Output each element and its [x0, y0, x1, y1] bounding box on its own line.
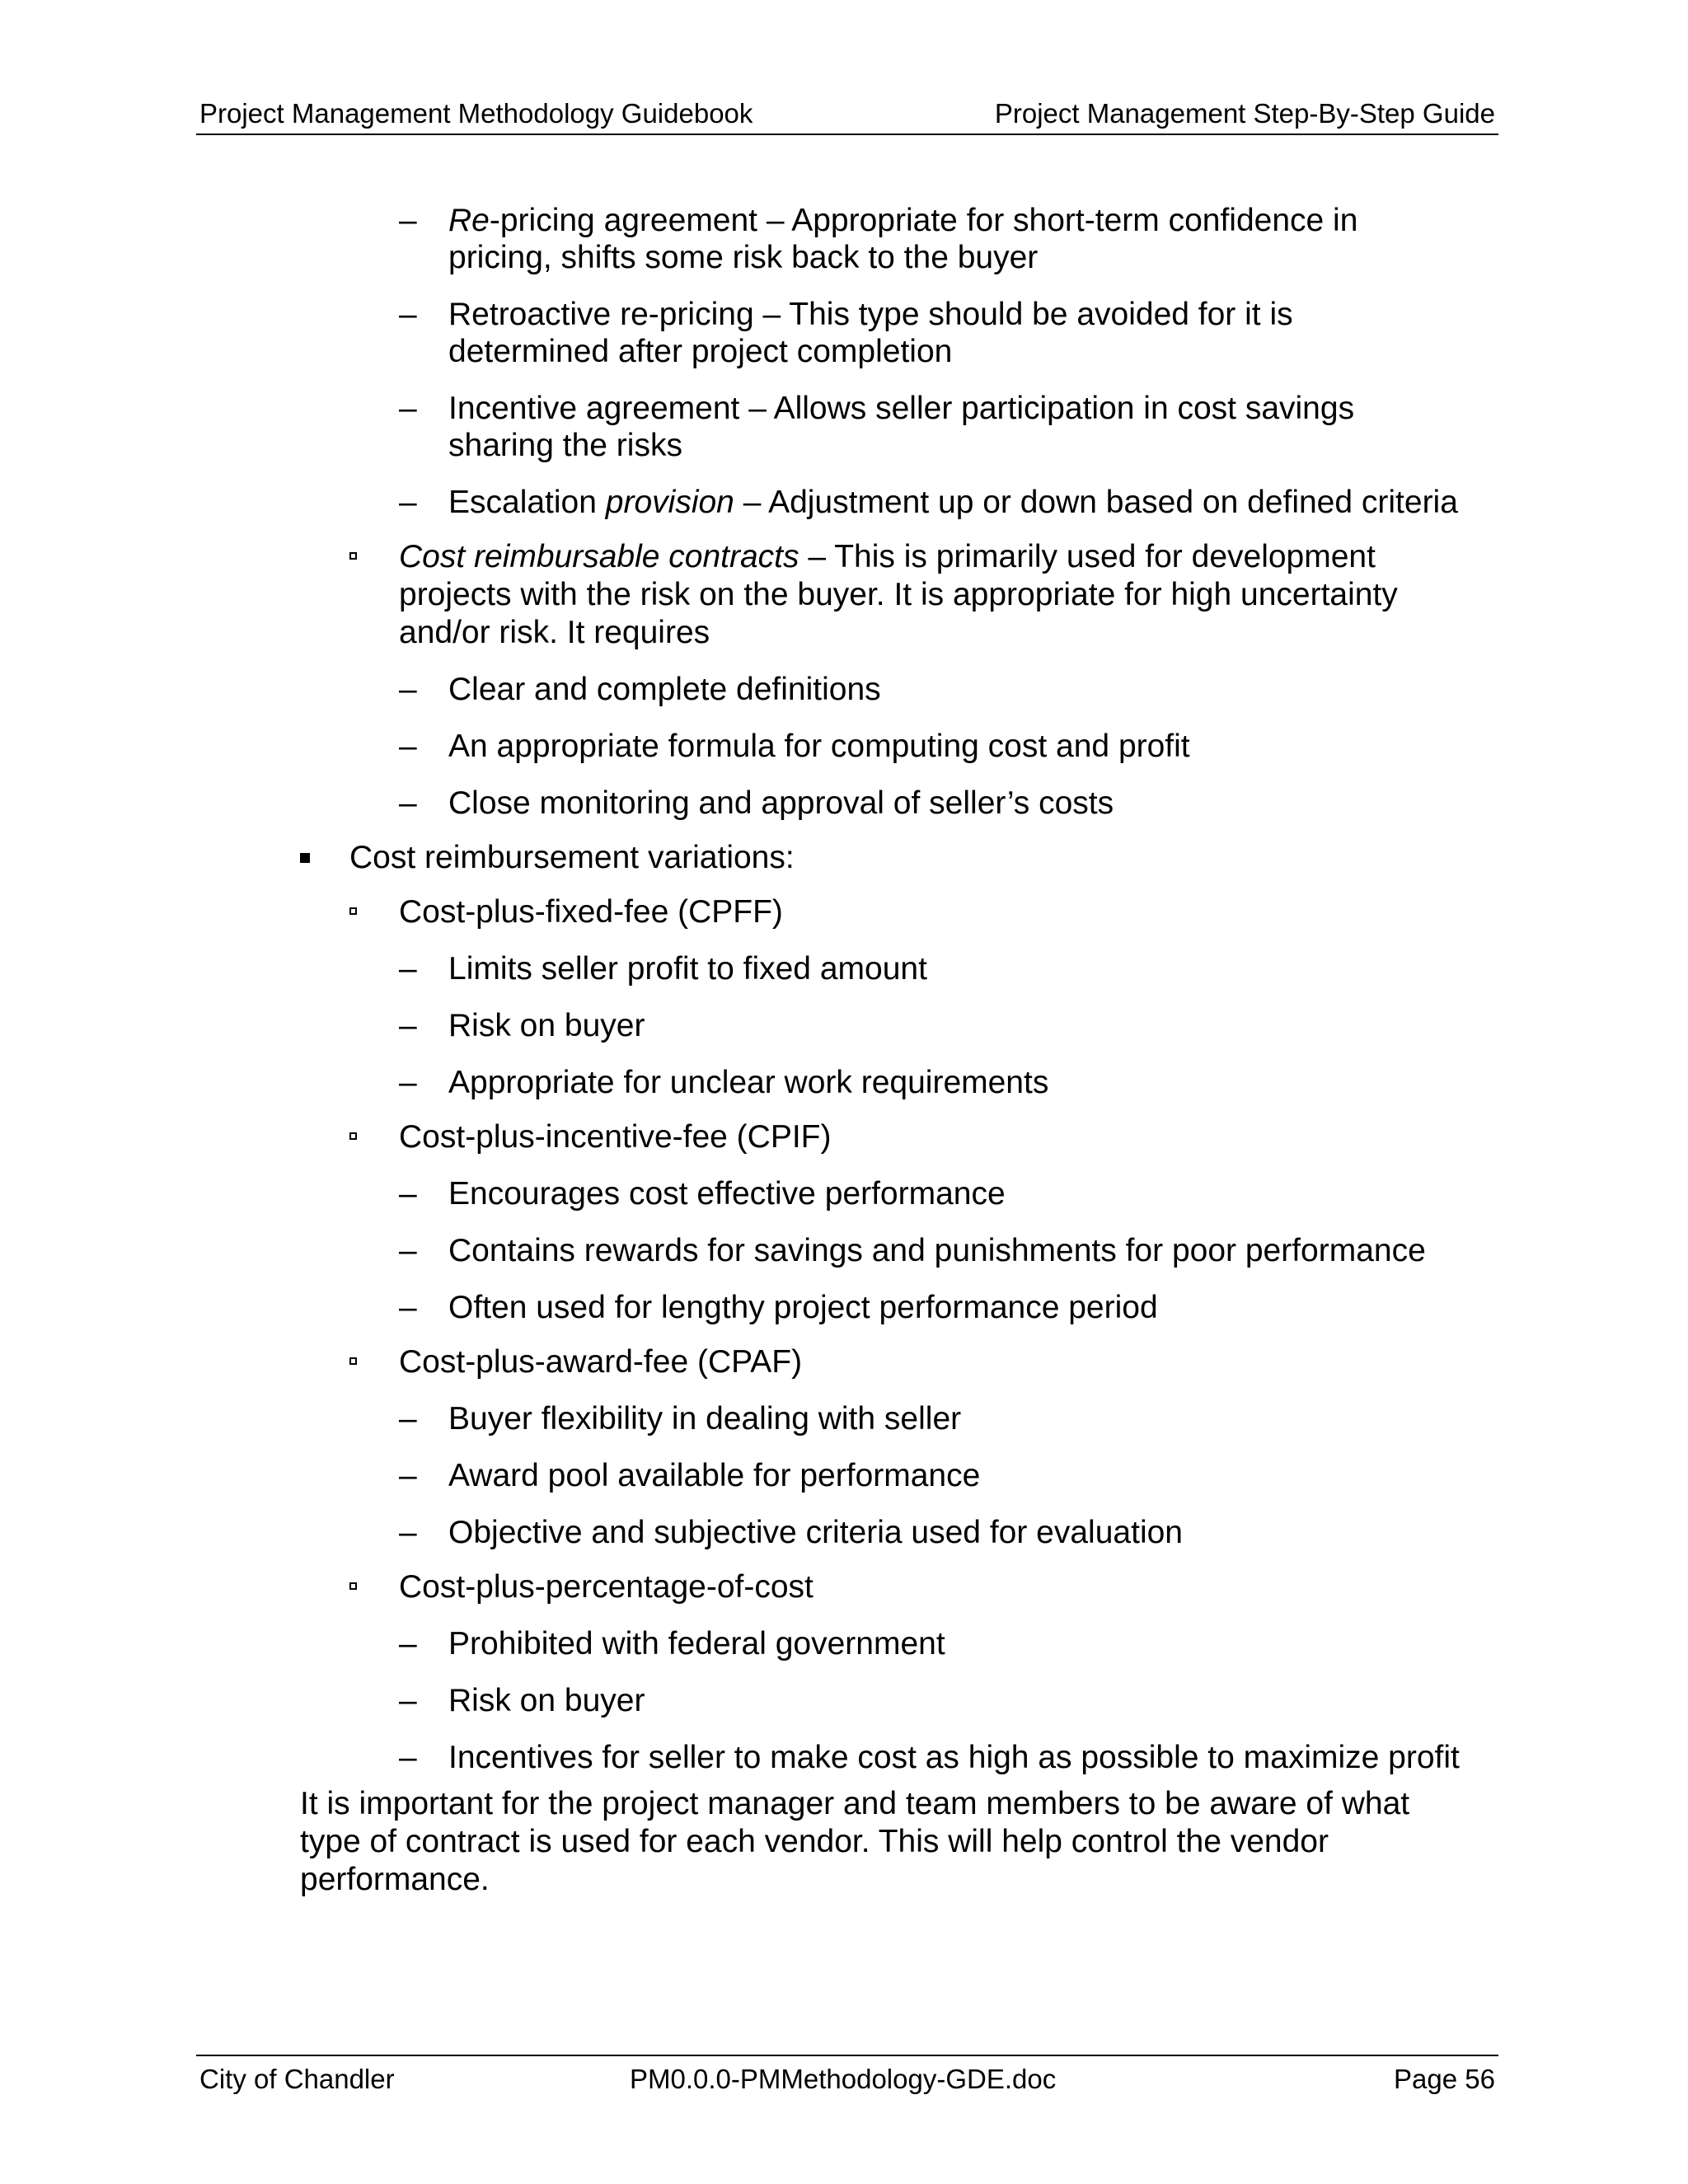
dash-bullet: –: [399, 1290, 417, 1325]
hollow-square-bullet: [349, 907, 357, 915]
list-item: Retroactive re-pricing – This type should be avoided for it is: [448, 297, 1293, 332]
list-item: Limits seller profit to fixed amount: [448, 951, 927, 987]
hollow-square-bullet: [349, 1582, 357, 1590]
list-item: Prohibited with federal government: [448, 1626, 945, 1661]
list-item: Contains rewards for savings and punishments for poor performance: [448, 1233, 1426, 1268]
list-item: Risk on buyer: [448, 1008, 645, 1043]
dash-bullet: –: [399, 1176, 417, 1212]
list-item: Award pool available for performance: [448, 1458, 981, 1493]
list-item: Cost-plus-award-fee (CPAF): [399, 1344, 803, 1380]
dash-bullet: –: [399, 1515, 417, 1550]
dash-bullet: –: [399, 1740, 417, 1775]
list-item-continuation: and/or risk. It requires: [399, 615, 710, 650]
dash-bullet: –: [399, 1626, 417, 1661]
list-item: Appropriate for unclear work requirements: [448, 1065, 1049, 1100]
footer-organization: City of Chandler: [199, 2064, 395, 2094]
list-item: Cost-plus-incentive-fee (CPIF): [399, 1119, 832, 1155]
list-item: Often used for lengthy project performance period: [448, 1290, 1158, 1325]
dash-bullet: –: [399, 951, 417, 987]
list-item: Incentive agreement – Allows seller participation in cost savings: [448, 391, 1355, 426]
page-header: [196, 97, 1498, 135]
dash-bullet: –: [399, 1065, 417, 1100]
dash-bullet: –: [399, 485, 417, 520]
list-item: Incentives for seller to make cost as high as possible to maximize profit: [448, 1740, 1460, 1775]
list-item: Risk on buyer: [448, 1683, 645, 1718]
list-item: Cost-plus-fixed-fee (CPFF): [399, 894, 783, 930]
dash-bullet: –: [399, 203, 417, 238]
paragraph-line: type of contract is used for each vendor. This will help control the vendor: [300, 1824, 1329, 1859]
list-item-continuation: determined after project completion: [448, 334, 953, 369]
footer-filename: PM0.0.0-PMMethodology-GDE.doc: [630, 2064, 1057, 2094]
dash-bullet: –: [399, 1683, 417, 1718]
footer-page-number: Page 56: [1394, 2064, 1495, 2094]
list-item: Clear and complete definitions: [448, 672, 881, 707]
paragraph-line: performance.: [300, 1862, 490, 1897]
list-item: An appropriate formula for computing cost and profit: [448, 729, 1190, 764]
dash-bullet: –: [399, 1401, 417, 1436]
dash-bullet: –: [399, 391, 417, 426]
dash-bullet: –: [399, 1233, 417, 1268]
dash-bullet: –: [399, 729, 417, 764]
list-item: Objective and subjective criteria used for evaluation: [448, 1515, 1183, 1550]
list-item: Buyer flexibility in dealing with seller: [448, 1401, 962, 1436]
list-item: Cost reimbursable contracts – This is primarily used for development: [399, 539, 1376, 574]
hollow-square-bullet: [349, 552, 357, 560]
list-item: Encourages cost effective performance: [448, 1176, 1006, 1212]
list-item: Close monitoring and approval of seller’s costs: [448, 785, 1114, 821]
dash-bullet: –: [399, 1458, 417, 1493]
dash-bullet: –: [399, 785, 417, 821]
paragraph-line: It is important for the project manager and team members to be aware of what: [300, 1786, 1410, 1821]
list-item-continuation: sharing the risks: [448, 428, 682, 463]
dash-bullet: –: [399, 1008, 417, 1043]
list-item-continuation: pricing, shifts some risk back to the buyer: [448, 240, 1039, 275]
hollow-square-bullet: [349, 1357, 357, 1365]
list-item: Re-pricing agreement – Appropriate for short-term confidence in: [448, 203, 1358, 238]
page-footer: [196, 2055, 1498, 2096]
dash-bullet: –: [399, 297, 417, 332]
header-title-left: Project Management Methodology Guidebook: [199, 98, 753, 129]
hollow-square-bullet: [349, 1132, 357, 1140]
header-title-right: Project Management Step-By-Step Guide: [994, 98, 1495, 129]
list-item: Cost-plus-percentage-of-cost: [399, 1569, 814, 1605]
dash-bullet: –: [399, 672, 417, 707]
list-item: Escalation provision – Adjustment up or down based on defined criteria: [448, 485, 1458, 520]
solid-square-bullet: [300, 853, 310, 863]
list-item-continuation: projects with the risk on the buyer. It is appropriate for high uncertainty: [399, 577, 1398, 612]
list-item: Cost reimbursement variations:: [349, 840, 795, 875]
